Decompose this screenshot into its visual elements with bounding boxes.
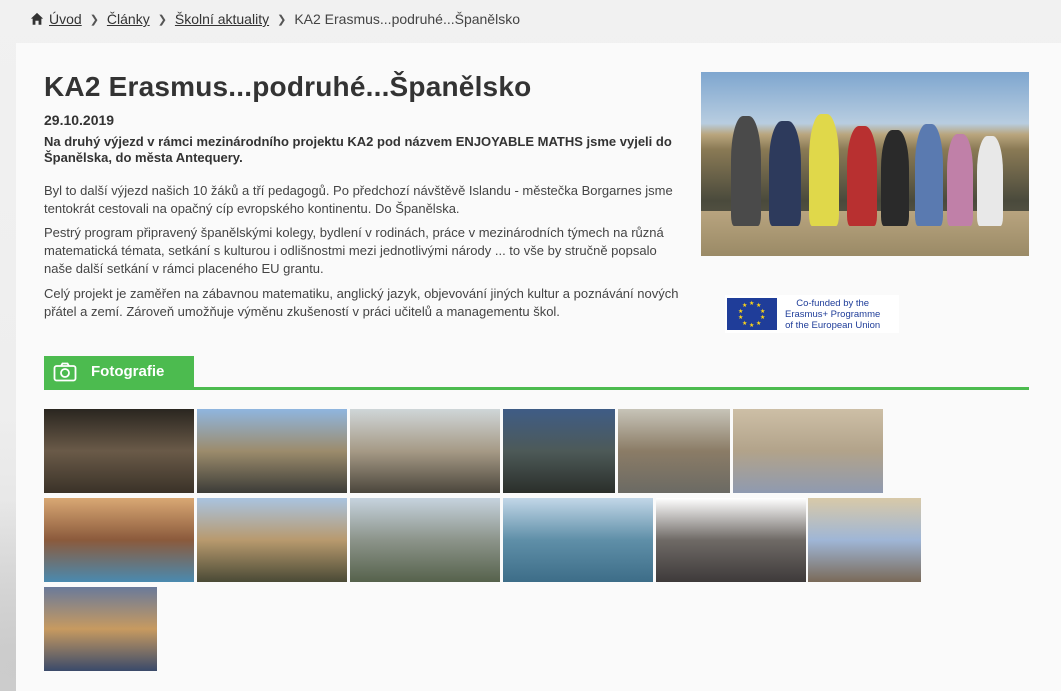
gallery-thumbnail[interactable] — [350, 498, 500, 582]
gallery-thumbnail[interactable] — [44, 409, 194, 493]
gallery-tab[interactable] — [44, 356, 194, 387]
breadcrumb — [30, 10, 520, 28]
eu-logo-text — [785, 298, 880, 331]
home-icon — [30, 12, 44, 26]
photo-figure — [731, 116, 761, 226]
gallery-thumbnail[interactable] — [503, 409, 615, 493]
photo-figure — [847, 126, 877, 226]
article-title: KA2 Erasmus...podruhé...Španělsko — [44, 71, 532, 102]
photo-figure — [809, 114, 839, 226]
breadcrumb-school-news-link[interactable]: Školní aktuality — [174, 11, 270, 27]
camera-icon — [53, 362, 77, 382]
breadcrumb-articles-link[interactable]: Články — [106, 11, 150, 27]
gallery-thumbnail[interactable] — [197, 498, 347, 582]
eu-flag-icon: ★ ★ ★ ★ ★ ★ ★ ★ ★ ★ — [727, 298, 777, 330]
chevron-right-icon: ❯ — [277, 13, 287, 26]
eu-logo-line: Co-funded by the — [796, 297, 870, 309]
photo-figure — [915, 124, 943, 226]
main-photo[interactable] — [701, 72, 1029, 256]
erasmus-eu-logo — [725, 295, 899, 333]
article-date: 29.10.2019 — [44, 112, 115, 128]
eu-logo-line: Erasmus+ Programme — [785, 308, 881, 320]
gallery-thumbnail[interactable] — [350, 409, 500, 493]
breadcrumb-current: KA2 Erasmus...podruhé...Španělsko — [294, 11, 520, 27]
gallery-thumbnail[interactable] — [656, 498, 806, 582]
article-lead: Na druhý výjezd v rámci mezinárodního projektu KA2 pod názvem ENJOYABLE MATHS jsme vyjeli do Španělska, do města Antequery. — [44, 134, 672, 165]
gallery-thumbnail[interactable] — [44, 587, 157, 671]
chevron-right-icon: ❯ — [157, 13, 167, 26]
article-paragraph: Pestrý program připravený španělskými kolegy, bydlení v rodinách, práce v mezinárodních týmech na různá matematická témata, setkání s kulturou i odlišnostmi mezi jednotlivými národy ... to vše by stručně popsalo naše další setkání v rámci placeného EU grantu. — [44, 225, 664, 276]
breadcrumb-home-link[interactable]: Úvod — [49, 11, 82, 27]
gallery-thumbnail[interactable] — [197, 409, 347, 493]
gallery-section-header — [44, 356, 1029, 390]
gallery-thumbnail[interactable] — [503, 498, 653, 582]
gallery-thumbnail[interactable] — [44, 498, 194, 582]
gallery-thumbnail[interactable] — [808, 498, 921, 582]
photo-figure — [881, 130, 909, 226]
article-paragraph: Byl to další výjezd našich 10 žáků a tří pedagogů. Po předchozí návštěvě Islandu - městečka Borgarnes jsme tentokrát cestovali na opačný cíp evropského kontinentu. Do Španělska. — [44, 183, 673, 216]
photo-figure — [769, 121, 801, 226]
article-content — [16, 43, 1061, 691]
photo-figure — [977, 136, 1003, 226]
article-paragraph: Celý projekt je zaměřen na zábavnou matematiku, anglický jazyk, objevování jiných kultur a poznávání nových přátel a zemí. Zároveň umožňuje výměnu zkušeností v práci učitelů a managementu škol. — [44, 286, 679, 319]
photo-figure — [947, 134, 973, 226]
gallery-thumbnail[interactable] — [733, 409, 883, 493]
gallery-heading: Fotografie — [91, 363, 165, 380]
eu-logo-line: of the European Union — [785, 319, 881, 331]
gallery-thumbnail[interactable] — [618, 409, 730, 493]
chevron-right-icon: ❯ — [89, 13, 99, 26]
